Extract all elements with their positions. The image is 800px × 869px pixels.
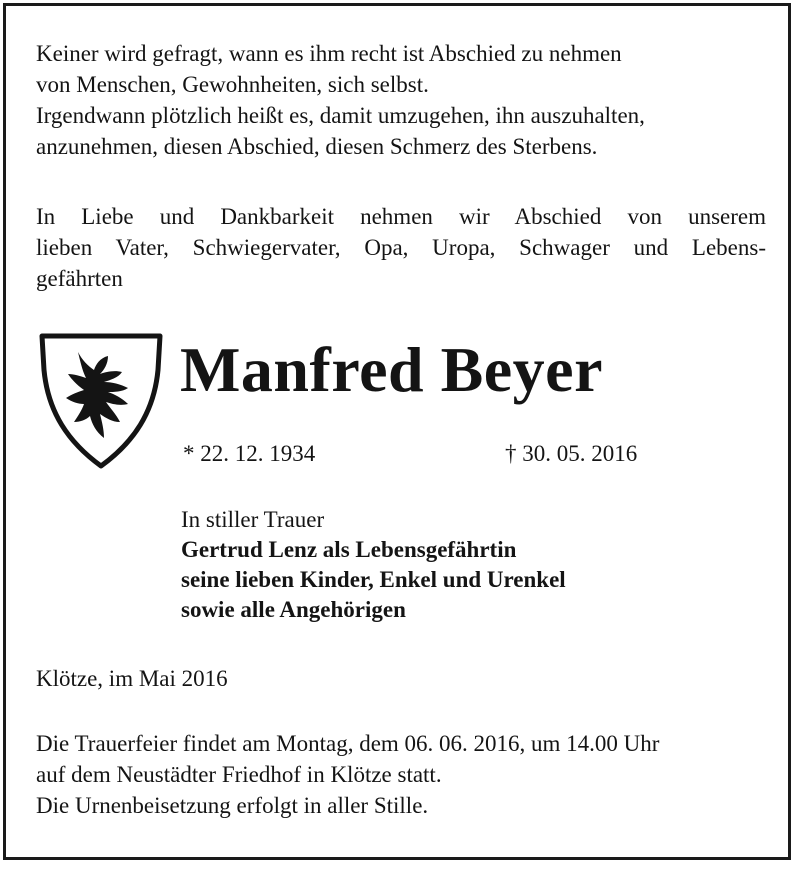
mourner-line: Gertrud Lenz als Lebensgefährtin (181, 537, 517, 562)
death-date: † 30. 05. 2016 (505, 441, 638, 466)
mourner-line: sowie alle Angehörigen (181, 597, 406, 622)
poem-line: anzunehmen, diesen Abschied, diesen Schmerz des Sterbens. (36, 134, 598, 159)
funeral-line: auf dem Neustädter Friedhof in Klötze statt. (36, 762, 442, 787)
funeral-line: Die Urnenbeisetzung erfolgt in aller Stille. (36, 793, 429, 818)
intro-block (36, 201, 766, 294)
mourners-heading: In stiller Trauer (181, 507, 325, 532)
birth-date: * 22. 12. 1934 (183, 441, 316, 466)
poem-line: Irgendwann plötzlich heißt es, damit umzugehen, ihn auszuhalten, (36, 103, 645, 128)
poem-block (36, 38, 766, 162)
poem-line: Keiner wird gefragt, wann es ihm recht ist Abschied zu nehmen (36, 41, 622, 66)
deceased-name: Manfred Beyer (180, 334, 603, 405)
intro-line: lieben Vater, Schwiegervater, Opa, Uropa, Schwager und Lebens- (36, 235, 766, 260)
poem-line: von Menschen, Gewohnheiten, sich selbst. (36, 72, 429, 97)
place-date-text: Klötze, im Mai 2016 (36, 666, 228, 691)
mourners-block (181, 505, 566, 625)
mourner-line: seine lieben Kinder, Enkel und Urenkel (181, 567, 566, 592)
intro-line: In Liebe und Dankbarkeit nehmen wir Abschied von unserem (36, 204, 766, 229)
eagle-wing-shield-icon (38, 330, 164, 470)
funeral-info-block (36, 728, 659, 821)
place-date (36, 663, 228, 694)
funeral-line: Die Trauerfeier findet am Montag, dem 06. 06. 2016, um 14.00 Uhr (36, 731, 660, 756)
intro-line: gefährten (36, 266, 123, 291)
